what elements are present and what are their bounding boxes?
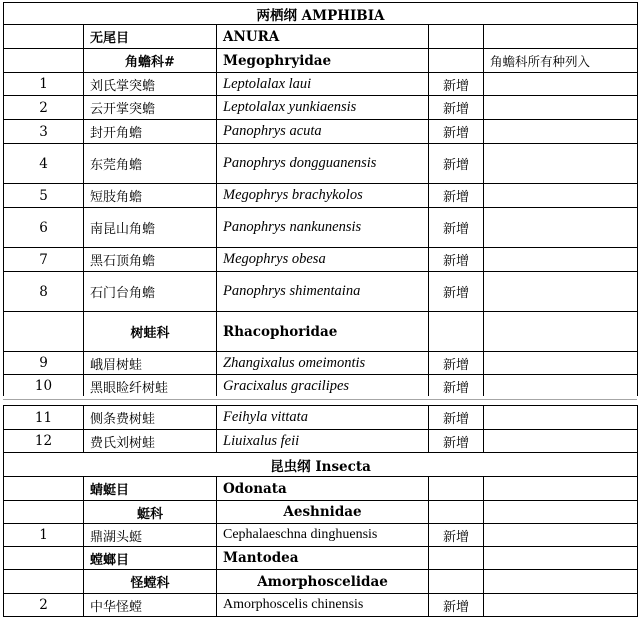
- species-name-latin: Gracixalus gracilipes: [217, 375, 429, 398]
- status-cell: 新增: [429, 430, 484, 453]
- family-name-zh: 怪螳科: [84, 570, 217, 594]
- class-row: [4, 453, 638, 477]
- species-table-insecta: [3, 405, 638, 617]
- order-name-latin: ANURA: [217, 25, 429, 49]
- species-name-latin: Leptolalax yunkiaensis: [217, 96, 429, 120]
- row-number: 3: [4, 120, 84, 144]
- status-cell: 新增: [429, 144, 484, 184]
- species-name-latin: Megophrys brachykolos: [217, 184, 429, 208]
- status-cell: 新增: [429, 248, 484, 272]
- species-name-latin: Panophrys dongguanensis: [217, 144, 429, 184]
- table-row: [4, 184, 638, 208]
- family-name-zh: 树蛙科: [84, 312, 217, 352]
- species-name-latin: Amorphoscelis chinensis: [217, 594, 429, 617]
- status-cell: 新增: [429, 524, 484, 547]
- row-number: 6: [4, 208, 84, 248]
- family-name-latin: Rhacophoridae: [217, 312, 429, 352]
- table-row: [4, 352, 638, 375]
- row-number: 7: [4, 248, 84, 272]
- status-cell: 新增: [429, 120, 484, 144]
- species-name-latin: Leptolalax laui: [217, 73, 429, 96]
- status-cell: 新增: [429, 208, 484, 248]
- species-name-latin: Panophrys nankunensis: [217, 208, 429, 248]
- family-row: [4, 570, 638, 594]
- status-cell: 新增: [429, 184, 484, 208]
- species-name-zh: 峨眉树蛙: [84, 352, 217, 375]
- row-number: 11: [4, 406, 84, 430]
- row-number: 2: [4, 594, 84, 617]
- row-number: 2: [4, 96, 84, 120]
- species-name-latin: Liuixalus feii: [217, 430, 429, 453]
- family-name-latin: Megophryidae: [217, 49, 429, 73]
- family-note: 角蟾科所有种列入: [484, 49, 638, 73]
- row-number: 10: [4, 375, 84, 398]
- table-row: [4, 594, 638, 617]
- row-number: 8: [4, 272, 84, 312]
- species-name-latin: Zhangixalus omeimontis: [217, 352, 429, 375]
- table-row: [4, 375, 638, 398]
- page-break-line: [3, 399, 637, 400]
- family-name-latin: Aeshnidae: [217, 501, 429, 524]
- species-name-zh: 封开角蟾: [84, 120, 217, 144]
- species-name-latin: Panophrys shimentaina: [217, 272, 429, 312]
- status-cell: 新增: [429, 96, 484, 120]
- species-name-zh: 刘氏掌突蟾: [84, 73, 217, 96]
- family-name-zh: 角蟾科#: [84, 49, 217, 73]
- species-name-zh: 中华怪螳: [84, 594, 217, 617]
- class-title: 昆虫纲 Insecta: [4, 453, 638, 477]
- page-break: [0, 396, 640, 405]
- order-name-zh: 无尾目: [84, 25, 217, 49]
- species-name-latin: Cephalaeschna dinghuensis: [217, 524, 429, 547]
- species-name-latin: Feihyla vittata: [217, 406, 429, 430]
- row-number: 1: [4, 524, 84, 547]
- species-name-zh: 费氏刘树蛙: [84, 430, 217, 453]
- order-name-zh: 螳螂目: [84, 547, 217, 570]
- status-cell: 新增: [429, 73, 484, 96]
- family-row: [4, 49, 638, 73]
- family-name-zh: 蜓科: [84, 501, 217, 524]
- species-name-latin: Megophrys obesa: [217, 248, 429, 272]
- family-row: [4, 312, 638, 352]
- table-row: [4, 272, 638, 312]
- table-row: [4, 430, 638, 453]
- order-row: [4, 477, 638, 501]
- order-name-zh: 蜻蜓目: [84, 477, 217, 501]
- family-name-latin: Amorphoscelidae: [217, 570, 429, 594]
- class-row: [4, 3, 638, 25]
- table-row: [4, 524, 638, 547]
- row-number: 5: [4, 184, 84, 208]
- table-row: [4, 120, 638, 144]
- species-name-zh: 石门台角蟾: [84, 272, 217, 312]
- family-row: [4, 501, 638, 524]
- table-row: [4, 208, 638, 248]
- species-name-zh: 黑石顶角蟾: [84, 248, 217, 272]
- species-name-zh: 鼎湖头蜓: [84, 524, 217, 547]
- species-name-zh: 东莞角蟾: [84, 144, 217, 184]
- order-row: [4, 25, 638, 49]
- species-name-zh: 云开掌突蟾: [84, 96, 217, 120]
- table-row: [4, 73, 638, 96]
- table-row: [4, 144, 638, 184]
- order-name-latin: Odonata: [217, 477, 429, 501]
- status-cell: 新增: [429, 272, 484, 312]
- species-name-latin: Panophrys acuta: [217, 120, 429, 144]
- species-table-amphibia: [3, 2, 638, 398]
- species-name-zh: 黑眼睑纤树蛙: [84, 375, 217, 398]
- species-name-zh: 南昆山角蟾: [84, 208, 217, 248]
- status-cell: 新增: [429, 375, 484, 398]
- row-number: 12: [4, 430, 84, 453]
- table-row: [4, 96, 638, 120]
- table-row: [4, 248, 638, 272]
- row-number: 1: [4, 73, 84, 96]
- status-cell: 新增: [429, 594, 484, 617]
- status-cell: 新增: [429, 406, 484, 430]
- status-cell: 新增: [429, 352, 484, 375]
- order-row: [4, 547, 638, 570]
- order-name-latin: Mantodea: [217, 547, 429, 570]
- row-number: 4: [4, 144, 84, 184]
- class-title: 两栖纲 AMPHIBIA: [4, 3, 638, 25]
- species-name-zh: 短肢角蟾: [84, 184, 217, 208]
- table-row: [4, 406, 638, 430]
- row-number: 9: [4, 352, 84, 375]
- species-name-zh: 侧条费树蛙: [84, 406, 217, 430]
